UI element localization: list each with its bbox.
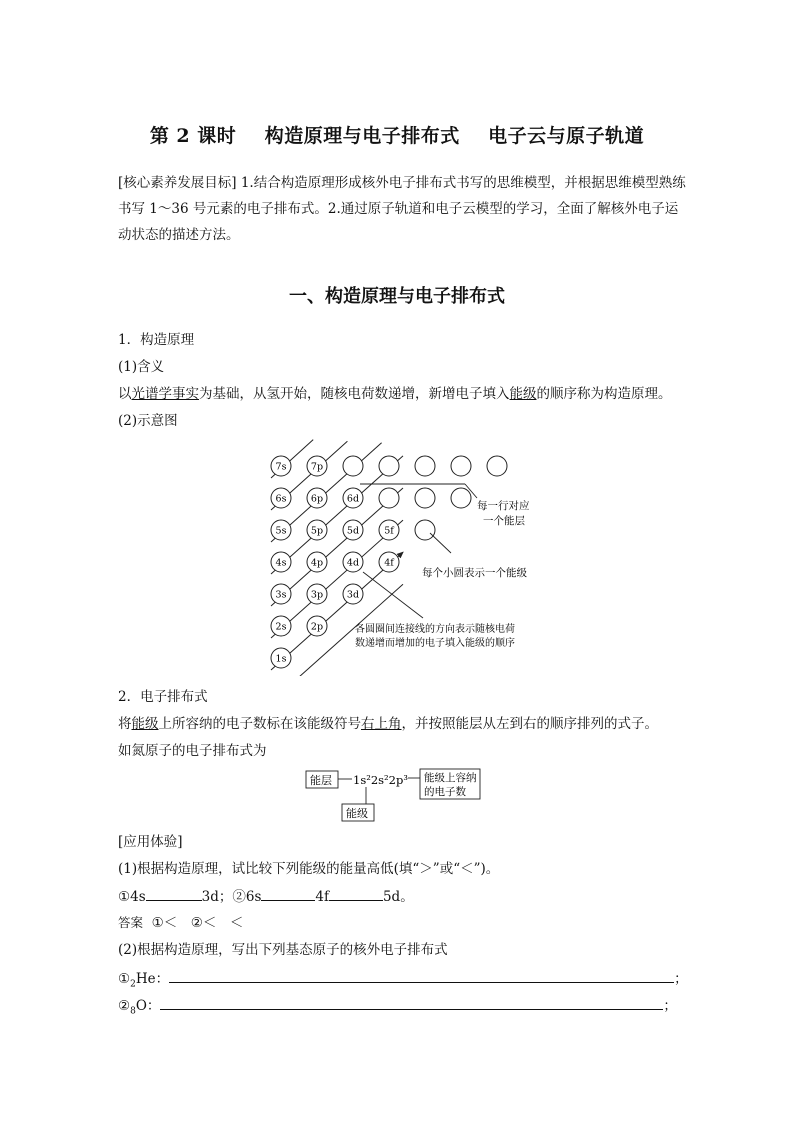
arrow-note-pointer xyxy=(363,572,423,618)
formula-expression: 1s²2s²2p³ xyxy=(353,773,408,787)
answer-field-he[interactable] xyxy=(169,968,674,983)
blank-2[interactable] xyxy=(261,886,315,901)
question-2-o: $②_8O$： ； xyxy=(118,995,680,1022)
note-row-2: 一个能层 xyxy=(483,515,525,527)
orbital-circle xyxy=(379,456,399,476)
item-electron-config: 2．电子排布式 xyxy=(118,689,208,705)
orbital-label: 7s xyxy=(275,461,287,473)
orbital-circle xyxy=(451,456,471,476)
blank-3[interactable] xyxy=(329,886,383,901)
orbital-label: 4s xyxy=(275,557,287,569)
orbital-label: 4f xyxy=(384,557,394,569)
underline-spectroscopy: 光谱学事实 xyxy=(131,386,199,402)
orbital-label: 7p xyxy=(310,461,324,473)
item-construction-principle: 1．构造原理 xyxy=(118,332,195,348)
orbital-label: 4p xyxy=(310,557,324,569)
answer-text: ①＜ ②＜ ＜ xyxy=(151,915,244,931)
note-arrow-2: 数递增而增加的电子填入能级的顺序 xyxy=(355,638,515,649)
answer-field-o[interactable] xyxy=(160,995,663,1010)
question-1-blanks: ①4s 3d；②6s 4f 5d。 xyxy=(118,886,414,907)
diagram-label: (2)示意图 xyxy=(118,413,178,429)
orbital-circle xyxy=(451,488,471,508)
formula-annotation xyxy=(300,766,490,826)
label-count-1: 能级上容纳 xyxy=(424,772,477,784)
question-1: (1)根据构造原理，试比较下列能级的能量高低(填“＞”或“＜”)。 xyxy=(118,861,500,877)
orbital-label: 2s xyxy=(275,621,287,633)
label-level: 能级 xyxy=(346,807,368,820)
question-2: (2)根据构造原理，写出下列基态原子的核外电子排布式 xyxy=(118,942,448,958)
orbital-label: 5f xyxy=(384,525,394,537)
question-2-he: $①_2He$： ； xyxy=(118,968,680,995)
note-circle: 每个小圆表示一个能级 xyxy=(422,567,527,579)
meaning-label: (1)含义 xyxy=(118,359,165,375)
orbital-label: 6p xyxy=(310,493,324,505)
circle-pointer-line xyxy=(430,533,451,553)
orbital-circle xyxy=(379,488,399,508)
note-row-1: 每一行对应 xyxy=(477,500,530,512)
orbital-label: 3p xyxy=(310,589,324,601)
orbital-circle xyxy=(343,456,363,476)
orbital-circle xyxy=(415,456,435,476)
orbital-label: 1s xyxy=(275,653,287,665)
label-shell: 能层 xyxy=(310,774,332,787)
underline-upper-right: 右上角 xyxy=(361,716,402,732)
page-title: 第 2 课时 构造原理与电子排布式 电子云与原子轨道 xyxy=(149,125,645,147)
config-definition: 将能级上所容纳的电子数标在该能级符号右上角，并按照能层从左到右的顺序排列的式子。 xyxy=(118,716,658,732)
note-arrow-1: 各圆圈间连接线的方向表示随核电荷 xyxy=(355,624,515,635)
underline-level: 能级 xyxy=(131,716,159,732)
orbital-circles xyxy=(271,456,507,668)
section-heading: 一、构造原理与电子排布式 xyxy=(289,286,505,307)
underline-energy-level: 能级 xyxy=(509,386,537,402)
orbital-circle xyxy=(487,456,507,476)
orbital-label: 6d xyxy=(346,493,360,505)
orbital-label: 6s xyxy=(275,493,287,505)
orbital-label: 5s xyxy=(275,525,287,537)
orbital-circle xyxy=(415,488,435,508)
objectives-label: [核心素养发展目标] xyxy=(118,175,237,191)
answer-line xyxy=(118,913,243,933)
practice-label: [应用体验] xyxy=(118,834,183,850)
answer-label: 答案 xyxy=(118,915,144,930)
orbital-label: 4d xyxy=(346,557,360,569)
orbital-label: 5d xyxy=(346,525,360,537)
meaning-text: 以光谱学事实为基础，从氢开始，随核电荷数递增，新增电子填入能级的顺序称为构造原理。 xyxy=(118,386,672,402)
aufbau-diagram xyxy=(255,436,555,676)
example-line: 如氮原子的电子排布式为 xyxy=(118,743,267,759)
orbital-label: 2p xyxy=(310,621,324,633)
orbital-circle xyxy=(415,520,435,540)
objectives-text: 1.结合构造原理形成核外电子排布式书写的思维模型，并根据思维模型熟练书写 1～36 号元素的电子排布式。2.通过原子轨道和电子云模型的学习，全面了解核外电子运动状态的描述方法。 xyxy=(118,175,686,243)
label-count-2: 的电子数 xyxy=(424,786,466,798)
core-objectives xyxy=(118,170,688,248)
orbital-label: 3s xyxy=(275,589,287,601)
orbital-label: 5p xyxy=(310,525,324,537)
blank-1[interactable] xyxy=(146,886,202,901)
orbital-label: 3d xyxy=(346,589,360,601)
